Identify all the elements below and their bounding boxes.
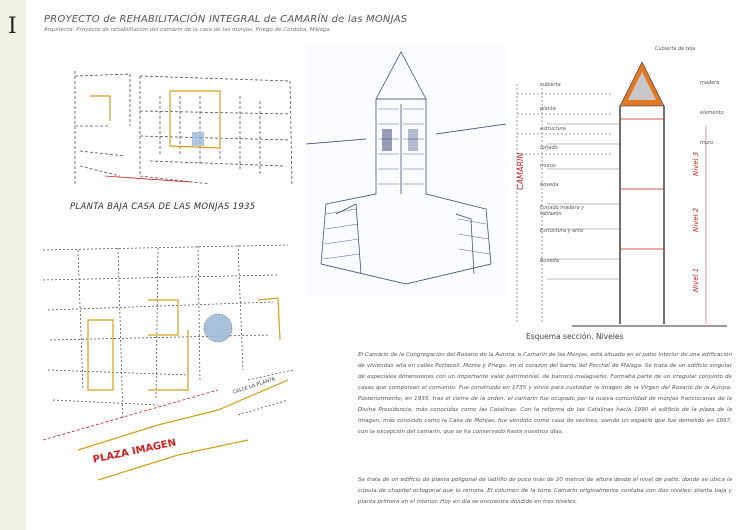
section-right-label-4: muro xyxy=(700,140,714,146)
section-label-9: Bóveda xyxy=(540,258,559,264)
paragraph-1: El Camarín de la Congregación del Rosario de la Aurora, o Camarín de las Monjas, está situado en el patio interior de una edificación de viviendas alta en calles Portaceli, Monte y Priego, en el corazón del barrio del Perchel de Málaga. Se trata de un edificio singular de especiales dimensiones con un importante valor patrimonial, de barroco malagueño. Formaba parte de un irregular conjunto de casas que componían el convento. Fue construido en 1735 y sirvió para custodiar la imagen de la Virgen del Rosario de la Aurora. Posteriormente, en 1935, tras el cierre de la orden, el camarín fue ocupado por la nueva comunidad de monjas franciscanas de la Divina Providencia, más conocidas como las Catalinas. Con la reforma de las Catalinas hacia 1990 el edificio de la plaza de la Imagen, más conocido como la Casa de Monjas, fue vendido como casa de vecinos, siendo un espacio que fue demolido en 1997, con la excepción del camarín, que se ha conservado hasta nuestros días. xyxy=(358,352,732,435)
section-label-4: forjado xyxy=(540,145,558,151)
paragraph-2: Se trata de un edificio de planta poligonal de ladrillo de poco más de 20 metros de altura desde el nivel de patio, donde se ubica la cúpula de chapitel octogonal que lo remata. El volumen de la torre Camarín originalmente contaba con dos niveles: planta baja y planta primera en el interior. Hoy en día se encuentra dividido en tres niveles. xyxy=(358,477,732,505)
section-right-label-1: Cubierta de teja xyxy=(655,46,696,52)
page-subtitle: Arquitecta: Proyecto de rehabilitación del camarín de la casa de las monjas, Priego de Córdoba, Málaga xyxy=(44,27,330,33)
section-label-8: Estructura y arco xyxy=(540,228,584,234)
page-title: PROYECTO de REHABILITACIÓN INTEGRAL de CAMARÍN de las MONJAS xyxy=(44,14,408,25)
section-label-1: cubierta xyxy=(540,82,561,88)
section-label-6: bóveda xyxy=(540,182,559,188)
level-3-label: Nivel 3 xyxy=(692,151,700,176)
street-label: CALLE LA PLANTA xyxy=(232,376,276,396)
side-strip xyxy=(0,0,26,530)
section-right-label-3: elemento xyxy=(700,110,724,116)
level-2-label: Nivel 2 xyxy=(692,207,700,232)
level-1-label: Nivel 1 xyxy=(692,267,700,292)
section-label-5: muros xyxy=(540,163,556,169)
tower-sketch xyxy=(306,44,506,296)
plan-1935 xyxy=(70,66,300,196)
section-right-label-2: madera xyxy=(700,80,720,86)
section-label-2: planta xyxy=(540,106,556,112)
sheet-number: I xyxy=(8,14,17,39)
plaza-label: PLAZA IMAGEN xyxy=(92,437,178,466)
site-plan xyxy=(38,240,298,500)
section-label-7: Forjado madera y tablazón xyxy=(540,205,585,217)
plan-caption: PLANTA BAJA CASA DE LAS MONJAS 1935 xyxy=(70,202,256,212)
section-caption: Esquema sección. Niveles xyxy=(526,332,624,341)
camarin-label: CAMARÍN xyxy=(516,152,525,190)
section-label-3: estructura xyxy=(540,126,566,132)
